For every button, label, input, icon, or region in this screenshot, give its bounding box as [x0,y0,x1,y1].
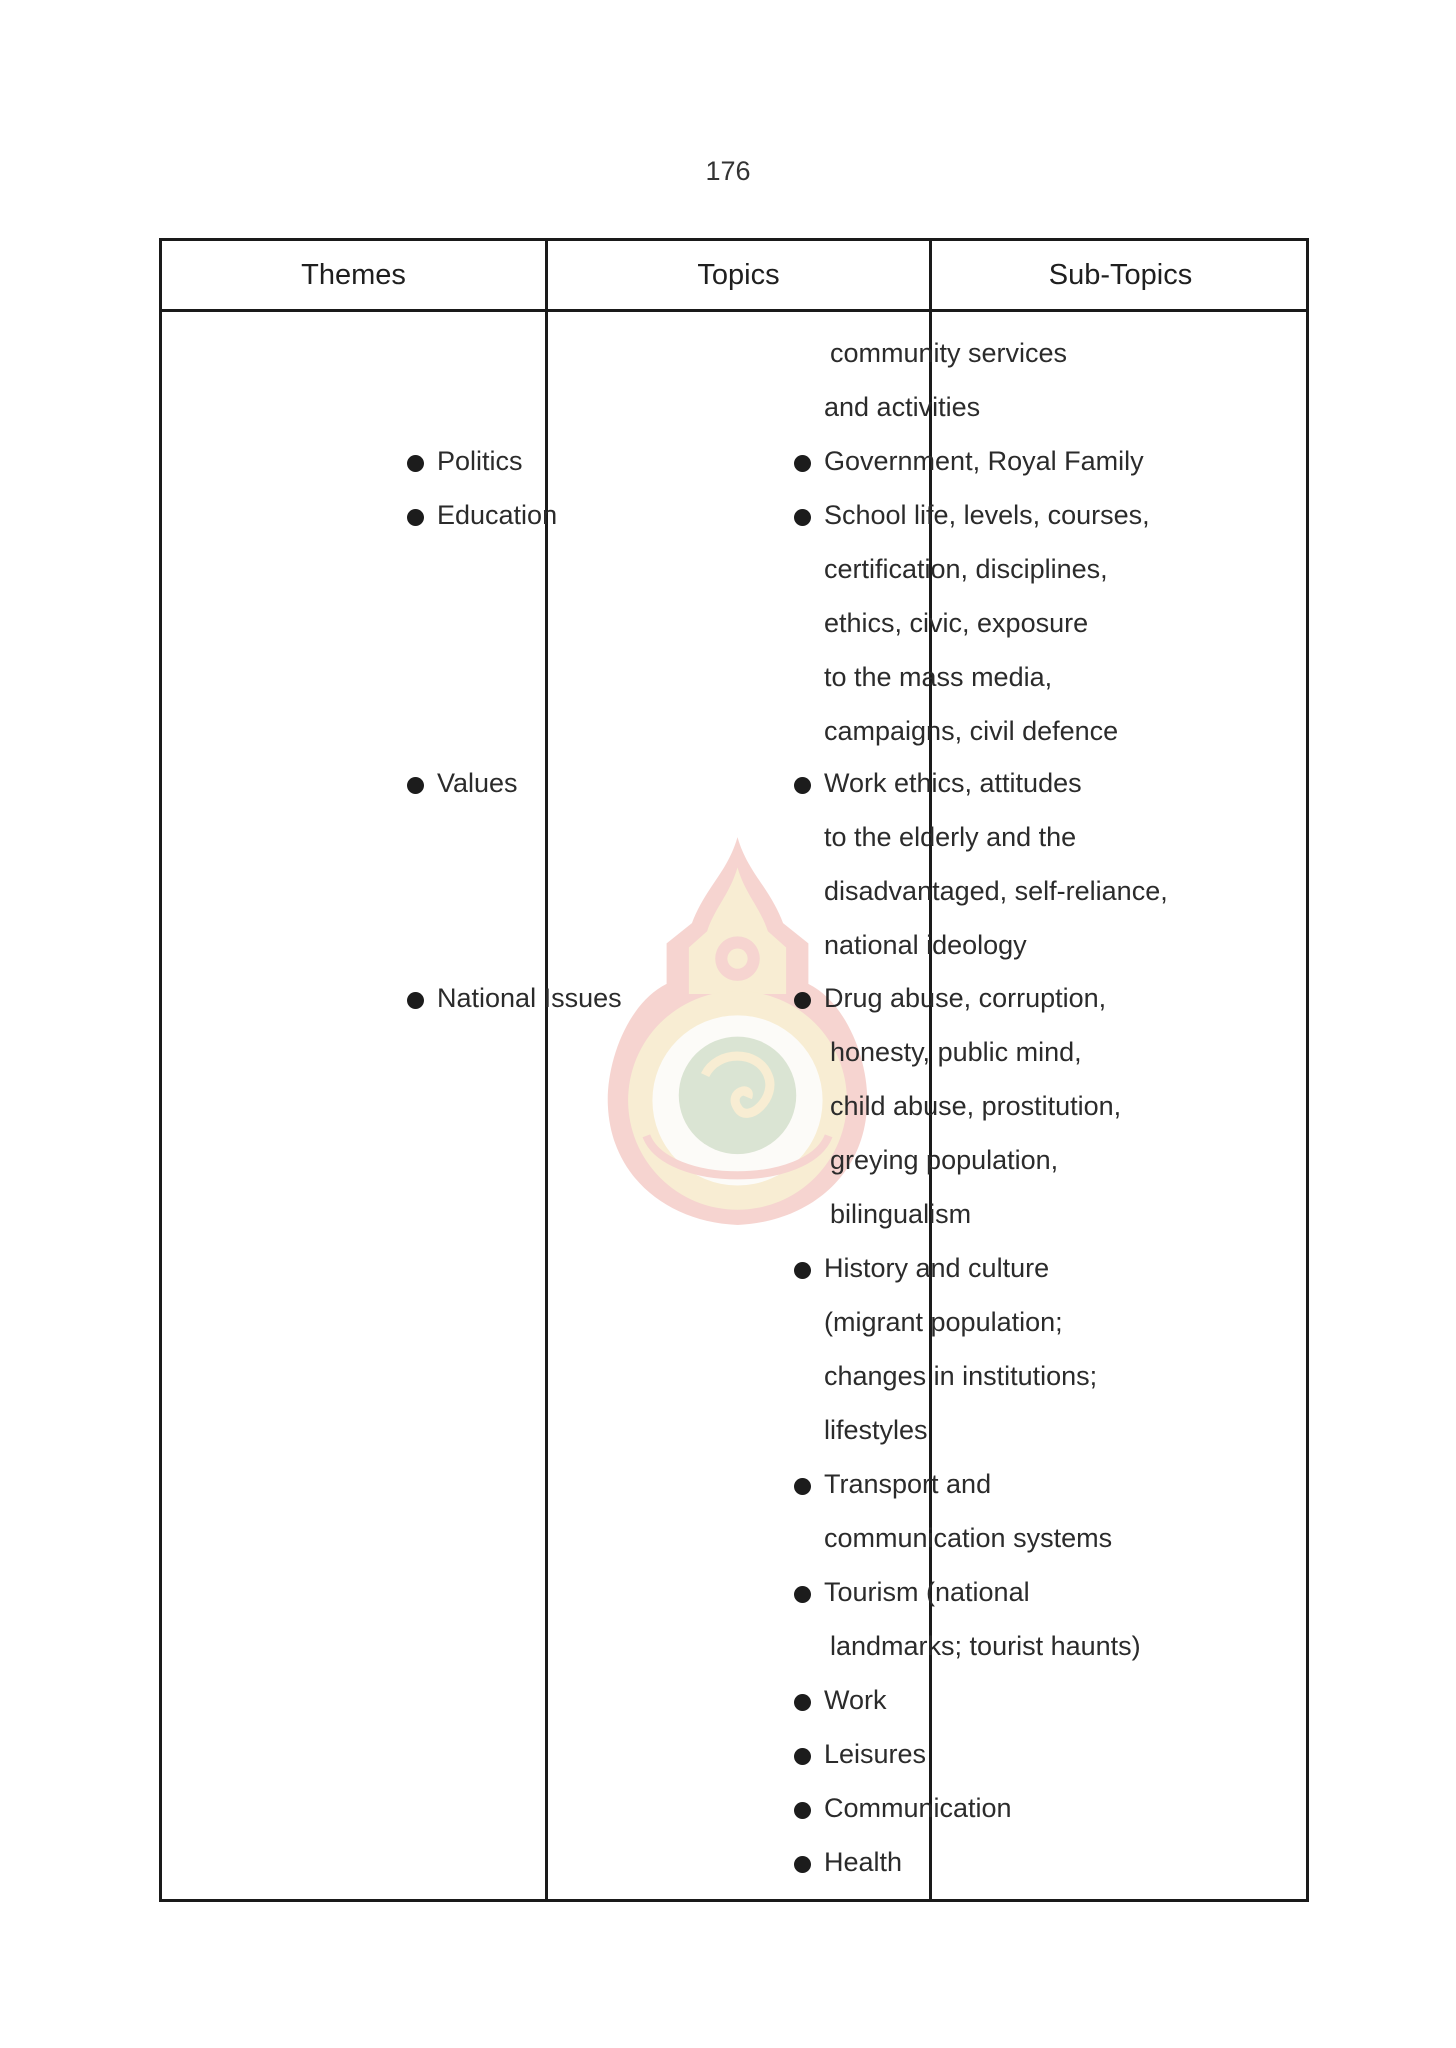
subtopic-line: certification, disciplines, [824,554,1108,584]
subtopic-item: Work ethics, attitudes [824,768,1082,799]
bullet-icon [794,509,811,526]
subtopic-line: and activities [824,392,981,422]
subtopic-item: Government, Royal Family [824,446,1144,477]
subtopic-line: disadvantaged, self-reliance, [824,876,1168,906]
subtopic-item: School life, levels, courses, [824,500,1150,531]
bullet-icon [794,455,811,472]
subtopic-line: to the mass media, [824,662,1053,692]
bullet-icon [794,777,811,794]
header-topics: Topics [697,259,780,291]
subtopic-line: (migrant population; [824,1307,1063,1337]
subtopic-item: History and culture [824,1253,1049,1284]
topic-item: Politics [437,446,523,477]
subtopic-line: child abuse, prostitution, [830,1091,1122,1121]
subtopic-line: changes in institutions; [824,1361,1098,1391]
subtopic-line: ethics, civic, exposure [824,608,1089,638]
bullet-icon [794,1856,811,1873]
subtopic-item: Drug abuse, corruption, [824,983,1106,1014]
subtopic-line: honesty, public mind, [830,1037,1082,1067]
bullet-icon [407,455,424,472]
bullet-icon [407,509,424,526]
subtopic-line: communication systems [824,1523,1113,1553]
column-divider [545,241,548,1899]
subtopic-line: campaigns, civil defence [824,716,1119,746]
subtopic-item: Tourism (national [824,1577,1030,1608]
subtopic-item: Transport and [824,1469,991,1500]
bullet-icon [794,1802,811,1819]
header-divider [162,309,1306,312]
subtopic-line: national ideology [824,930,1027,960]
header-themes: Themes [301,259,406,291]
topic-item: Education [437,500,557,531]
bullet-icon [407,992,424,1009]
subtopic-line: to the elderly and the [824,822,1077,852]
bullet-icon [794,1478,811,1495]
subtopic-item: Work [824,1685,887,1716]
bullet-icon [794,1586,811,1603]
subtopic-line: landmarks; tourist haunts) [830,1631,1141,1661]
bullet-icon [794,1262,811,1279]
topic-item: Values [437,768,518,799]
bullet-icon [794,992,811,1009]
subtopic-item: Health [824,1847,902,1878]
subtopic-item: Leisures [824,1739,926,1770]
bullet-icon [407,777,424,794]
subtopic-line: greying population, [830,1145,1059,1175]
bullet-icon [794,1748,811,1765]
subtopic-line: bilingualism [830,1199,972,1229]
subtopic-line: community services [830,338,1068,368]
topic-item: National Issues [437,983,622,1014]
page-number: 176 [705,156,751,186]
subtopic-line: lifestyles [824,1415,928,1445]
subtopic-item: Communication [824,1793,1012,1824]
header-subtopics: Sub-Topics [1048,259,1193,291]
bullet-icon [794,1694,811,1711]
